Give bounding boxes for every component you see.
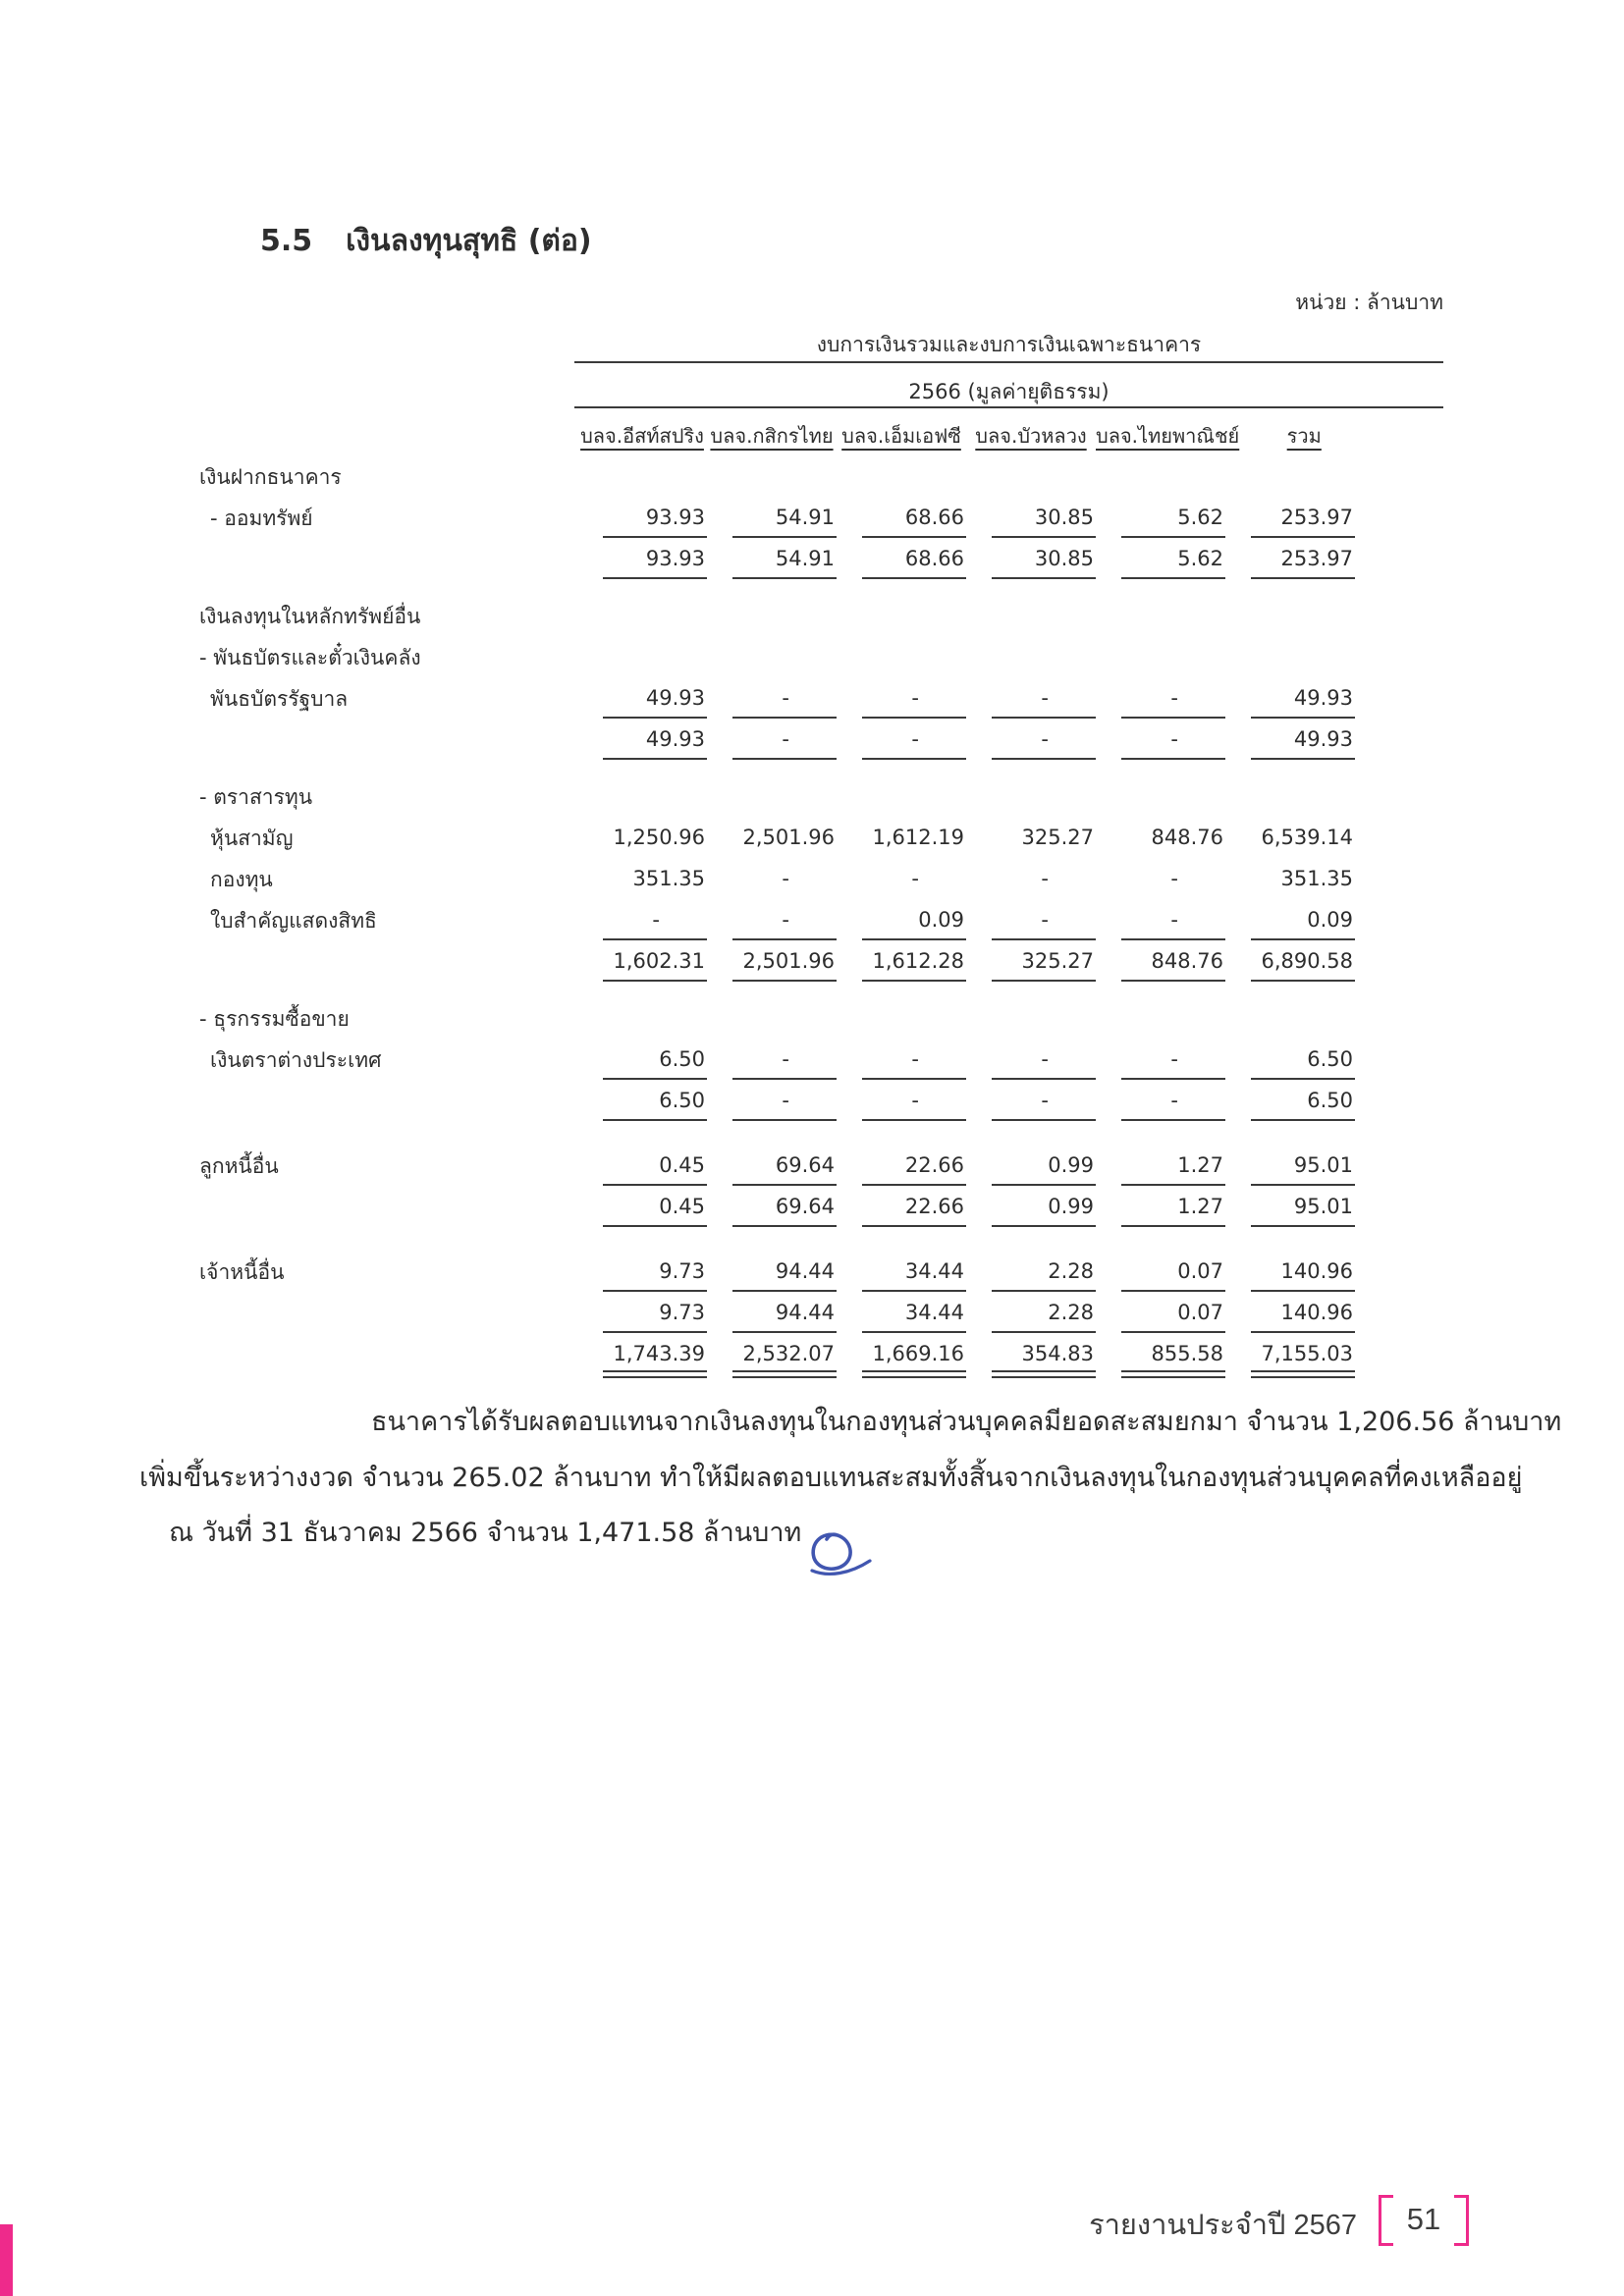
cell-value: 354.83: [966, 1337, 1096, 1378]
table-row: [199, 722, 1443, 764]
row-label: [199, 1337, 577, 1341]
cell-value: 1.27: [1096, 1148, 1225, 1190]
row-label: - ออมทรัพย์: [210, 507, 313, 530]
cell-value: 848.76: [1096, 944, 1225, 986]
cell-value: 95.01: [1225, 1148, 1355, 1190]
table-section-row: [199, 599, 1443, 640]
cell-value: 69.64: [707, 1190, 837, 1231]
cell-value: 6,890.58: [1225, 944, 1355, 986]
column-header: บลจ.ไทยพาณิชย์: [1096, 424, 1240, 448]
cell-value: 93.93: [577, 501, 707, 542]
cell-value: -: [1096, 1042, 1225, 1084]
table-row: [199, 501, 1443, 542]
table-row: [199, 1255, 1443, 1296]
cell-value: 6,539.14: [1261, 826, 1353, 849]
cell-value: 0.45: [577, 1190, 707, 1231]
unit-label: หน่วย : ล้านบาท: [1295, 291, 1443, 314]
cell-value: 49.93: [1225, 681, 1355, 722]
table-spacer: [199, 1125, 1443, 1148]
note-line-3-text: ณ วันที่ 31 ธันวาคม 2566 จำนวน 1,471.58 ล้านบาท: [169, 1518, 802, 1548]
table-row: [199, 1042, 1443, 1084]
cell-value: 2,501.96: [742, 826, 835, 849]
row-label: [199, 1296, 577, 1300]
cell-value: -: [837, 1042, 966, 1084]
cell-value: -: [966, 681, 1096, 722]
table-spacer: [199, 583, 1443, 599]
cell-value: 2,532.07: [707, 1337, 837, 1378]
table-row: [199, 542, 1443, 583]
cell-value: -: [966, 1042, 1096, 1084]
cell-value: 855.58: [1096, 1337, 1225, 1378]
cell-value: -: [1041, 867, 1049, 890]
cell-value: -: [966, 1084, 1096, 1125]
cell-value: -: [966, 903, 1096, 944]
row-label: - ตราสารทุน: [199, 785, 313, 809]
cell-value: -: [707, 903, 837, 944]
column-header: รวม: [1286, 424, 1322, 448]
table-row: [199, 1190, 1443, 1231]
cell-value: 94.44: [707, 1296, 837, 1337]
cell-value: -: [707, 1042, 837, 1084]
row-label: เงินตราต่างประเทศ: [210, 1048, 382, 1072]
cell-value: 2.28: [966, 1296, 1096, 1337]
table-row: [199, 821, 1443, 862]
cell-value: 30.85: [966, 501, 1096, 542]
row-label: [199, 722, 577, 726]
cell-value: -: [1096, 903, 1225, 944]
note-line-2: เพิ่มขึ้นระหว่างงวด จำนวน 265.02 ล้านบาท ทำให้มีผลตอบแทนสะสมทั้งสิ้นจากเงินลงทุนในกองทุนส่วนบุคคลที่คงเหลืออยู่: [139, 1463, 1523, 1493]
table-header: [574, 332, 1443, 408]
cell-value: 1,743.39: [577, 1337, 707, 1378]
column-header: บลจ.บัวหลวง: [975, 424, 1087, 448]
cell-value: 34.44: [837, 1255, 966, 1296]
cell-value: 54.91: [707, 501, 837, 542]
section-title-text: เงินลงทุนสุทธิ (ต่อ): [346, 224, 592, 258]
cell-value: 6.50: [577, 1084, 707, 1125]
cell-value: 5.62: [1096, 542, 1225, 583]
table-row: [199, 1148, 1443, 1190]
table-row: [199, 1296, 1443, 1337]
cell-value: 0.45: [577, 1148, 707, 1190]
financial-table: [199, 332, 1443, 1378]
cell-value: -: [1096, 722, 1225, 764]
cell-value: 1,612.19: [872, 826, 964, 849]
cell-value: -: [837, 722, 966, 764]
table-spacer: [199, 764, 1443, 779]
handwritten-pen-mark-icon: [803, 1526, 878, 1579]
cell-value: 54.91: [707, 542, 837, 583]
section-title: [260, 222, 592, 262]
cell-value: 30.85: [966, 542, 1096, 583]
column-header: บลจ.เอ็มเอฟซี: [841, 424, 961, 448]
row-label: [199, 1190, 577, 1194]
row-label: [199, 542, 577, 546]
cell-value: 68.66: [837, 501, 966, 542]
page-edge-accent-bar: [0, 2224, 13, 2296]
table-row: [199, 681, 1443, 722]
cell-value: 140.96: [1225, 1296, 1355, 1337]
row-label: ลูกหนี้อื่น: [199, 1154, 279, 1178]
cell-value: 49.93: [1225, 722, 1355, 764]
report-title: รายงานประจำปี 2567: [1089, 2210, 1357, 2241]
cell-value: 6.50: [577, 1042, 707, 1084]
cell-value: 22.66: [837, 1148, 966, 1190]
right-bracket-icon: [1454, 2195, 1469, 2246]
table-section-row: [199, 779, 1443, 821]
cell-value: 1,250.96: [613, 826, 705, 849]
table-row: [199, 944, 1443, 986]
table-row: [199, 862, 1443, 903]
cell-value: 5.62: [1096, 501, 1225, 542]
cell-value: -: [837, 681, 966, 722]
column-header: บลจ.อีสท์สปริง: [580, 424, 704, 448]
cell-value: 0.09: [1225, 903, 1355, 944]
cell-value: 0.07: [1096, 1296, 1225, 1337]
cell-value: 1,612.28: [837, 944, 966, 986]
table-header-group: งบการเงินรวมและงบการเงินเฉพาะธนาคาร: [816, 333, 1202, 356]
table-body: [199, 459, 1443, 1378]
cell-value: 34.44: [837, 1296, 966, 1337]
cell-value: 1.27: [1096, 1190, 1225, 1231]
row-label: กองทุน: [210, 868, 273, 891]
cell-value: -: [707, 1084, 837, 1125]
cell-value: 49.93: [577, 722, 707, 764]
section-number: 5.5: [260, 224, 313, 258]
cell-value: 0.99: [966, 1148, 1096, 1190]
column-headers: [577, 408, 1355, 459]
cell-value: 6.50: [1225, 1084, 1355, 1125]
column-header: บลจ.กสิกรไทย: [710, 424, 834, 448]
cell-value: 93.93: [577, 542, 707, 583]
cell-value: -: [837, 1084, 966, 1125]
cell-value: 1,669.16: [837, 1337, 966, 1378]
page-number-badge: [1379, 2195, 1469, 2246]
table-section-row: [199, 459, 1443, 501]
cell-value: 9.73: [577, 1255, 707, 1296]
cell-value: -: [1170, 867, 1178, 890]
table-spacer: [199, 1231, 1443, 1255]
cell-value: 253.97: [1225, 542, 1355, 583]
note-line-3: [169, 1515, 878, 1568]
table-section-row: [199, 640, 1443, 681]
row-label: [199, 1084, 577, 1088]
cell-value: -: [1096, 681, 1225, 722]
cell-value: 0.07: [1096, 1255, 1225, 1296]
cell-value: 848.76: [1151, 826, 1223, 849]
row-label: พันธบัตรรัฐบาล: [210, 687, 349, 711]
table-row: [199, 1337, 1443, 1378]
cell-value: 7,155.03: [1225, 1337, 1355, 1378]
cell-value: 325.27: [966, 944, 1096, 986]
cell-value: 68.66: [837, 542, 966, 583]
cell-value: 351.35: [632, 867, 705, 890]
cell-value: 253.97: [1225, 501, 1355, 542]
cell-value: 22.66: [837, 1190, 966, 1231]
cell-value: -: [707, 681, 837, 722]
row-label: หุ้นสามัญ: [210, 827, 294, 850]
note-line-1: ธนาคารได้รับผลตอบแทนจากเงินลงทุนในกองทุนส่วนบุคคลมียอดสะสมยกมา จำนวน 1,206.56 ล้านบาท: [371, 1407, 1562, 1437]
page-number: 51: [1406, 2202, 1441, 2236]
row-label: เงินฝากธนาคาร: [199, 465, 342, 489]
cell-value: 2.28: [966, 1255, 1096, 1296]
cell-value: 6.50: [1225, 1042, 1355, 1084]
cell-value: 95.01: [1225, 1190, 1355, 1231]
cell-value: 325.27: [1021, 826, 1094, 849]
cell-value: 0.99: [966, 1190, 1096, 1231]
cell-value: -: [782, 867, 789, 890]
table-spacer: [199, 986, 1443, 1001]
row-label: ใบสำคัญแสดงสิทธิ: [210, 909, 377, 933]
table-section-row: [199, 1001, 1443, 1042]
row-label: เจ้าหนี้อื่น: [199, 1260, 285, 1284]
cell-value: -: [966, 722, 1096, 764]
cell-value: -: [707, 722, 837, 764]
table-header-year: 2566 (มูลค่ายุติธรรม): [908, 380, 1110, 403]
row-label: - พันธบัตรและตั๋วเงินคลัง: [199, 646, 421, 669]
cell-value: 1,602.31: [577, 944, 707, 986]
row-label: [199, 944, 577, 948]
cell-value: 0.09: [837, 903, 966, 944]
cell-value: -: [911, 867, 919, 890]
row-label: - ธุรกรรมซื้อขาย: [199, 1007, 350, 1031]
cell-value: 2,501.96: [707, 944, 837, 986]
cell-value: -: [577, 903, 707, 944]
cell-value: 140.96: [1225, 1255, 1355, 1296]
table-row: [199, 903, 1443, 944]
cell-value: 94.44: [707, 1255, 837, 1296]
cell-value: 9.73: [577, 1296, 707, 1337]
cell-value: -: [1096, 1084, 1225, 1125]
cell-value: 69.64: [707, 1148, 837, 1190]
row-label: เงินลงทุนในหลักทรัพย์อื่น: [199, 605, 421, 628]
cell-value: 351.35: [1280, 867, 1353, 890]
cell-value: 49.93: [577, 681, 707, 722]
table-row: [199, 1084, 1443, 1125]
